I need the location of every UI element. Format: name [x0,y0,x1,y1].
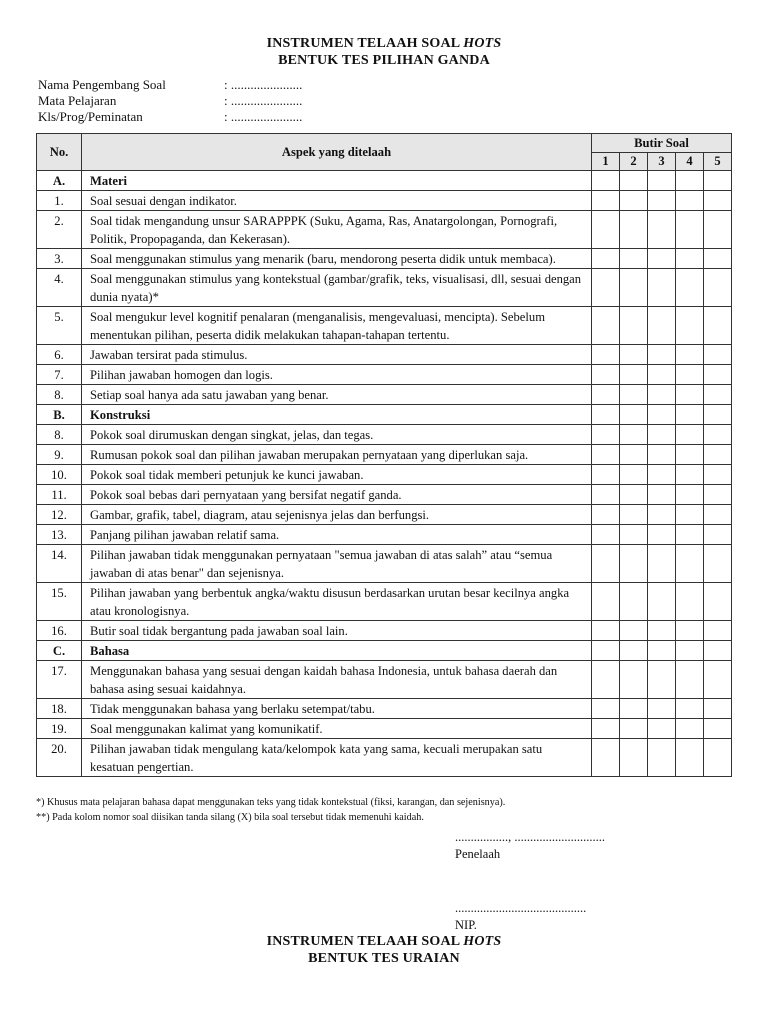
check-cell[interactable] [648,545,676,583]
row-number: 10. [37,465,82,485]
check-cell[interactable] [620,365,648,385]
check-cell[interactable] [592,307,620,345]
row-number: 6. [37,345,82,365]
check-cell[interactable] [704,485,732,505]
check-cell[interactable] [704,445,732,465]
footnote-2: **) Pada kolom nomor soal diisikan tanda silang (X) bila soal tersebut tidak memenuhi kaidah. [36,812,424,823]
aspect-text: Butir soal tidak bergantung pada jawaban soal lain. [82,621,592,641]
table-row [37,621,732,641]
check-cell[interactable] [592,621,620,641]
check-cell[interactable] [648,719,676,739]
meta-row-class: Kls/Prog/Peminatan : ...................... [38,109,303,124]
check-cell[interactable] [648,641,676,661]
check-cell[interactable] [648,485,676,505]
check-cell[interactable] [648,191,676,211]
table-row [37,719,732,739]
document-subtitle: BENTUK TES PILIHAN GANDA [278,53,490,68]
check-cell[interactable] [676,485,704,505]
check-cell[interactable] [620,545,648,583]
check-cell[interactable] [704,211,732,249]
item-number: 1 [592,153,620,171]
check-cell[interactable] [620,425,648,445]
section-title: Materi [82,171,592,191]
table-row [37,307,732,345]
row-number: 3. [37,249,82,269]
check-cell[interactable] [704,345,732,365]
meta-row-subject: Mata Pelajaran : ...................... [38,93,303,108]
check-cell[interactable] [648,621,676,641]
aspect-text: Soal menggunakan stimulus yang menarik (baru, mendorong peserta didik untuk membaca). [82,249,592,269]
row-number: 12. [37,505,82,525]
row-number: 8. [37,385,82,405]
check-cell[interactable] [676,345,704,365]
col-header-no: No. [37,134,82,171]
row-number: 8. [37,425,82,445]
check-cell[interactable] [676,505,704,525]
check-cell[interactable] [704,505,732,525]
check-cell[interactable] [620,405,648,425]
check-cell[interactable] [648,583,676,621]
check-cell[interactable] [620,699,648,719]
check-cell[interactable] [676,425,704,445]
aspect-text: Pilihan jawaban tidak mengulang kata/kelompok kata yang sama, kecuali merupakan satu kesatuan pengertian. [82,739,592,777]
aspect-text: Pokok soal bebas dari pernyataan yang bersifat negatif ganda. [82,485,592,505]
check-cell[interactable] [704,171,732,191]
check-cell[interactable] [704,269,732,307]
check-cell[interactable] [592,445,620,465]
section-row [37,641,732,661]
table-row [37,445,732,465]
check-cell[interactable] [592,719,620,739]
row-number: 2. [37,211,82,249]
check-cell[interactable] [676,445,704,465]
check-cell[interactable] [676,385,704,405]
check-cell[interactable] [704,525,732,545]
table-row [37,505,732,525]
check-cell[interactable] [620,621,648,641]
check-cell[interactable] [592,385,620,405]
row-number: C. [37,641,82,661]
table-body [37,171,732,777]
check-cell[interactable] [704,307,732,345]
check-cell[interactable] [704,385,732,405]
check-cell[interactable] [704,249,732,269]
check-cell[interactable] [676,661,704,699]
review-table [36,133,732,777]
signature-place-date: ................., ............................. [455,830,605,844]
aspect-text: Soal menggunakan stimulus yang kontekstual (gambar/grafik, teks, visualisasi, dll, sesuai dengan dunia nyata)* [82,269,592,307]
check-cell[interactable] [648,505,676,525]
check-cell[interactable] [592,211,620,249]
aspect-text: Soal menggunakan kalimat yang komunikatif. [82,719,592,739]
check-cell[interactable] [620,641,648,661]
item-number: 4 [676,153,704,171]
aspect-text: Pokok soal dirumuskan dengan singkat, jelas, dan tegas. [82,425,592,445]
section-title: Bahasa [82,641,592,661]
check-cell[interactable] [592,405,620,425]
check-cell[interactable] [620,505,648,525]
check-cell[interactable] [620,719,648,739]
check-cell[interactable] [592,345,620,365]
check-cell[interactable] [592,583,620,621]
table-row [37,739,732,777]
table-row [37,191,732,211]
check-cell[interactable] [704,661,732,699]
aspect-text: Pilihan jawaban homogen dan logis. [82,365,592,385]
check-cell[interactable] [592,641,620,661]
check-cell[interactable] [592,425,620,445]
check-cell[interactable] [592,191,620,211]
check-cell[interactable] [676,465,704,485]
table-row [37,699,732,719]
table-row [37,465,732,485]
footer-title: INSTRUMEN TELAAH SOAL HOTS [266,934,502,949]
row-number: 4. [37,269,82,307]
row-number: 7. [37,365,82,385]
check-cell[interactable] [676,405,704,425]
check-cell[interactable] [704,699,732,719]
table-row [37,249,732,269]
meta-row-developer: Nama Pengembang Soal : ...................... [38,77,303,92]
col-header-aspect: Aspek yang ditelaah [82,134,592,171]
check-cell[interactable] [620,485,648,505]
aspect-text: Panjang pilihan jawaban relatif sama. [82,525,592,545]
check-cell[interactable] [620,465,648,485]
check-cell[interactable] [648,211,676,249]
check-cell[interactable] [648,405,676,425]
check-cell[interactable] [676,191,704,211]
title-hots: HOTS [463,36,502,51]
table-row [37,269,732,307]
item-number: 2 [620,153,648,171]
check-cell[interactable] [704,739,732,777]
table-row [37,545,732,583]
row-number: 17. [37,661,82,699]
check-cell[interactable] [592,485,620,505]
check-cell[interactable] [704,405,732,425]
check-cell[interactable] [704,583,732,621]
table-row [37,425,732,445]
check-cell[interactable] [592,365,620,385]
check-cell[interactable] [648,465,676,485]
check-cell[interactable] [592,525,620,545]
check-cell[interactable] [704,545,732,583]
row-number: 19. [37,719,82,739]
table-row [37,661,732,699]
item-number: 3 [648,153,676,171]
row-number: 13. [37,525,82,545]
check-cell[interactable] [704,465,732,485]
check-cell[interactable] [620,445,648,465]
row-number: 20. [37,739,82,777]
signature-role: Penelaah [455,847,501,861]
check-cell[interactable] [620,525,648,545]
check-cell[interactable] [648,171,676,191]
footer-subtitle: BENTUK TES URAIAN [308,951,460,966]
check-cell[interactable] [676,739,704,777]
row-number: B. [37,405,82,425]
check-cell[interactable] [592,465,620,485]
check-cell[interactable] [704,719,732,739]
section-row [37,171,732,191]
aspect-text: Jawaban tersirat pada stimulus. [82,345,592,365]
check-cell[interactable] [676,307,704,345]
check-cell[interactable] [648,425,676,445]
check-cell[interactable] [676,719,704,739]
check-cell[interactable] [676,699,704,719]
aspect-text: Rumusan pokok soal dan pilihan jawaban merupakan pernyataan yang diperlukan saja. [82,445,592,465]
check-cell[interactable] [648,699,676,719]
section-row [37,405,732,425]
check-cell[interactable] [648,445,676,465]
row-number: 15. [37,583,82,621]
row-number: 18. [37,699,82,719]
table-row [37,485,732,505]
check-cell[interactable] [620,249,648,269]
check-cell[interactable] [676,583,704,621]
aspect-text: Soal sesuai dengan indikator. [82,191,592,211]
aspect-text: Soal tidak mengandung unsur SARAPPPK (Suku, Agama, Ras, Anatargolongan, Pornografi, Politik, Propopaganda, dan Kekerasan). [82,211,592,249]
check-cell[interactable] [620,385,648,405]
check-cell[interactable] [676,545,704,583]
row-number: 1. [37,191,82,211]
table-row [37,525,732,545]
check-cell[interactable] [592,171,620,191]
check-cell[interactable] [620,739,648,777]
aspect-text: Tidak menggunakan bahasa yang berlaku setempat/tabu. [82,699,592,719]
check-cell[interactable] [620,307,648,345]
check-cell[interactable] [620,269,648,307]
document-title [0,36,768,52]
aspect-text: Pilihan jawaban tidak menggunakan pernyataan "semua jawaban di atas salah” atau “semua jawaban di atas benar" dan sejenisnya. [82,545,592,583]
table-row [37,365,732,385]
table-row [37,583,732,621]
check-cell[interactable] [648,269,676,307]
check-cell[interactable] [648,661,676,699]
signature-name-line: .......................................... [455,901,587,915]
row-number: 5. [37,307,82,345]
table-row [37,211,732,249]
check-cell[interactable] [648,365,676,385]
check-cell[interactable] [676,525,704,545]
check-cell[interactable] [704,365,732,385]
signature-nip: NIP. [455,918,477,932]
check-cell[interactable] [648,385,676,405]
aspect-text: Menggunakan bahasa yang sesuai dengan kaidah bahasa Indonesia, untuk bahasa daerah dan bahasa asing sesuai kaidahnya. [82,661,592,699]
section-title: Konstruksi [82,405,592,425]
table-row [37,385,732,405]
footnote-1: *) Khusus mata pelajaran bahasa dapat menggunakan teks yang tidak kontekstual (fiksi, karangan, dan sejenisnya). [36,797,506,808]
check-cell[interactable] [704,191,732,211]
row-number: 14. [37,545,82,583]
check-cell[interactable] [592,269,620,307]
aspect-text: Pilihan jawaban yang berbentuk angka/waktu disusun berdasarkan urutan besar kecilnya angka atau kronologisnya. [82,583,592,621]
check-cell[interactable] [676,641,704,661]
col-header-items: Butir Soal [592,134,732,153]
table-row [37,345,732,365]
check-cell[interactable] [620,171,648,191]
aspect-text: Soal mengukur level kognitif penalaran (menganalisis, mengevaluasi, mencipta). Sebelum menentukan pilihan, peserta didik melakukan tahapan-tahapan tertentu. [82,307,592,345]
check-cell[interactable] [648,345,676,365]
check-cell[interactable] [704,621,732,641]
check-cell[interactable] [592,505,620,525]
check-cell[interactable] [620,345,648,365]
check-cell[interactable] [648,307,676,345]
row-number: 9. [37,445,82,465]
check-cell[interactable] [592,249,620,269]
row-number: 16. [37,621,82,641]
title-text: INSTRUMEN TELAAH SOAL [266,36,464,51]
row-number: 11. [37,485,82,505]
check-cell[interactable] [676,269,704,307]
aspect-text: Gambar, grafik, tabel, diagram, atau sejenisnya jelas dan berfungsi. [82,505,592,525]
check-cell[interactable] [676,621,704,641]
check-cell[interactable] [620,211,648,249]
check-cell[interactable] [648,249,676,269]
aspect-text: Setiap soal hanya ada satu jawaban yang benar. [82,385,592,405]
check-cell[interactable] [648,525,676,545]
row-number: A. [37,171,82,191]
check-cell[interactable] [592,739,620,777]
check-cell[interactable] [592,699,620,719]
item-number: 5 [704,153,732,171]
check-cell[interactable] [592,661,620,699]
aspect-text: Pokok soal tidak memberi petunjuk ke kunci jawaban. [82,465,592,485]
check-cell[interactable] [676,249,704,269]
check-cell[interactable] [704,641,732,661]
check-cell[interactable] [676,365,704,385]
check-cell[interactable] [592,545,620,583]
check-cell[interactable] [648,739,676,777]
check-cell[interactable] [676,211,704,249]
check-cell[interactable] [620,191,648,211]
check-cell[interactable] [620,583,648,621]
check-cell[interactable] [704,425,732,445]
check-cell[interactable] [620,661,648,699]
check-cell[interactable] [676,171,704,191]
